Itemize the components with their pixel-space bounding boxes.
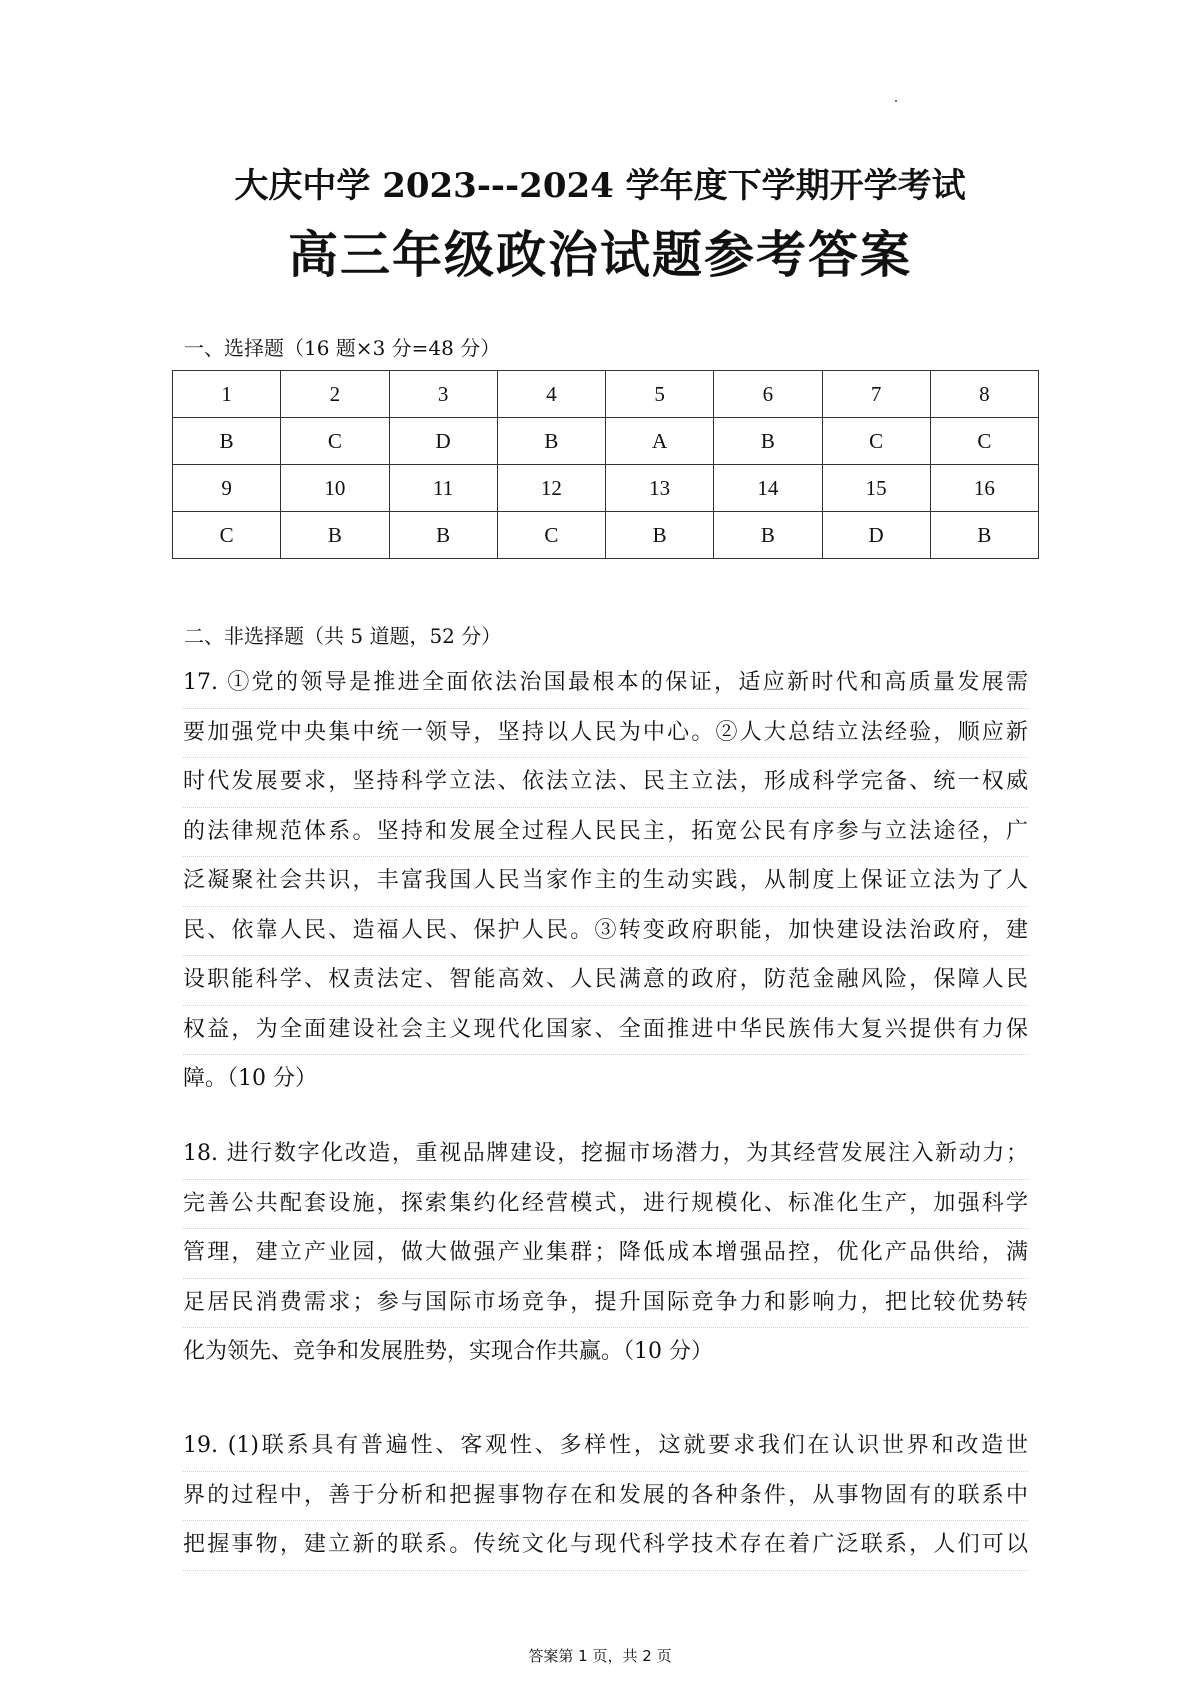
- question-number-cell: 12: [497, 465, 605, 512]
- answer-cell: B: [714, 418, 822, 465]
- text-line: 完善公共配套设施，探索集约化经营模式，进行规模化、标准化生产，加强科学: [183, 1180, 1028, 1230]
- question-number-cell: 11: [389, 465, 497, 512]
- question-number-cell: 10: [281, 465, 389, 512]
- question-number-cell: 8: [930, 371, 1038, 418]
- question-number-cell: 6: [714, 371, 822, 418]
- text-line: 把握事物，建立新的联系。传统文化与现代科学技术存在着广泛联系，人们可以: [183, 1521, 1028, 1571]
- text-line: 17. ①党的领导是推进全面依法治国最根本的保证，适应新时代和高质量发展需: [183, 659, 1028, 709]
- text-line: 化为领先、竞争和发展胜势，实现合作共赢。（10 分）: [183, 1339, 713, 1364]
- answer-cell: A: [606, 418, 714, 465]
- section-1-heading: 一、选择题（16 题×3 分=48 分）: [184, 336, 501, 360]
- question-number-cell: 3: [389, 371, 497, 418]
- answer-cell: B: [281, 512, 389, 559]
- table-row: [173, 418, 1039, 465]
- answer-18: [183, 1130, 1028, 1377]
- text-line: 时代发展要求，坚持科学立法、依法立法、民主立法，形成科学完备、统一权威: [183, 758, 1028, 808]
- answer-cell: B: [389, 512, 497, 559]
- page-footer: 答案第 1 页，共 2 页: [528, 1647, 672, 1665]
- question-number-cell: 2: [281, 371, 389, 418]
- section-2-heading: 二、非选择题（共 5 道题，52 分）: [184, 624, 502, 648]
- answer-cell: C: [281, 418, 389, 465]
- text-line: 足居民消费需求；参与国际市场竞争，提升国际竞争力和影响力，把比较优势转: [183, 1279, 1028, 1329]
- page-title: 高三年级政治试题参考答案: [288, 225, 912, 284]
- exam-subtitle: 大庆中学 2023---2024 学年度下学期开学考试: [234, 166, 966, 206]
- question-number-cell: 9: [173, 465, 281, 512]
- answer-cell: D: [389, 418, 497, 465]
- text-line: 的法律规范体系。坚持和发展全过程人民民主，拓宽公民有序参与立法途径，广: [183, 808, 1028, 858]
- table-row: [173, 465, 1039, 512]
- text-line: 要加强党中央集中统一领导，坚持以人民为中心。②人大总结立法经验，顺应新: [183, 709, 1028, 759]
- text-line: 民、依靠人民、造福人民、保护人民。③转变政府职能，加快建设法治政府，建: [183, 907, 1028, 957]
- text-line: 18. 进行数字化改造，重视品牌建设，挖掘市场潜力，为其经营发展注入新动力；: [183, 1130, 1028, 1180]
- answer-cell: C: [930, 418, 1038, 465]
- scan-speck: [895, 100, 897, 102]
- answer-19: [183, 1422, 1028, 1571]
- text-line: 障。（10 分）: [183, 1066, 317, 1091]
- answer-cell: B: [497, 418, 605, 465]
- question-number-cell: 13: [606, 465, 714, 512]
- answer-cell: C: [173, 512, 281, 559]
- answer-cell: B: [930, 512, 1038, 559]
- question-number-cell: 15: [822, 465, 930, 512]
- text-line: 管理，建立产业园，做大做强产业集群；降低成本增强品控，优化产品供给，满: [183, 1229, 1028, 1279]
- answer-table: [172, 370, 1039, 559]
- answer-cell: B: [606, 512, 714, 559]
- question-number-cell: 5: [606, 371, 714, 418]
- answer-cell: D: [822, 512, 930, 559]
- answer-cell: B: [173, 418, 281, 465]
- text-line: 泛凝聚社会共识，丰富我国人民当家作主的生动实践，从制度上保证立法为了人: [183, 857, 1028, 907]
- table-row: [173, 512, 1039, 559]
- text-line: 权益，为全面建设社会主义现代化国家、全面推进中华民族伟大复兴提供有力保: [183, 1006, 1028, 1056]
- question-number-cell: 14: [714, 465, 822, 512]
- text-line: 19. (1)联系具有普遍性、客观性、多样性，这就要求我们在认识世界和改造世: [183, 1422, 1028, 1472]
- answer-cell: C: [822, 418, 930, 465]
- answer-cell: C: [497, 512, 605, 559]
- question-number-cell: 16: [930, 465, 1038, 512]
- question-number-cell: 7: [822, 371, 930, 418]
- answer-17: [183, 659, 1028, 1104]
- question-number-cell: 4: [497, 371, 605, 418]
- answer-cell: B: [714, 512, 822, 559]
- text-line: 界的过程中，善于分析和把握事物存在和发展的各种条件，从事物固有的联系中: [183, 1472, 1028, 1522]
- table-row: [173, 371, 1039, 418]
- question-number-cell: 1: [173, 371, 281, 418]
- text-line: 设职能科学、权责法定、智能高效、人民满意的政府，防范金融风险，保障人民: [183, 956, 1028, 1006]
